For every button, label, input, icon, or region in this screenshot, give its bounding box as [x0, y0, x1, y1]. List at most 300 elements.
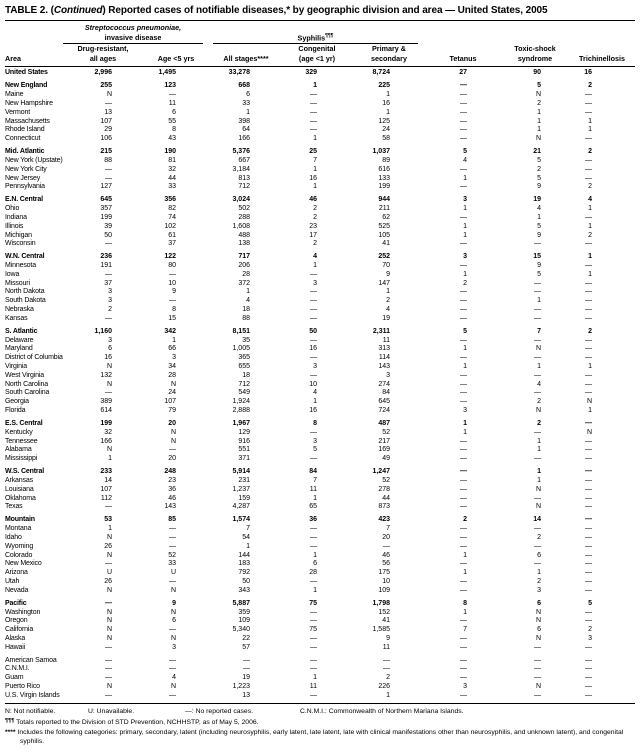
value-cell: 20	[168, 455, 176, 463]
value-cell: 3	[463, 683, 467, 691]
value-cell: —	[105, 99, 112, 107]
value-cell: —	[534, 560, 541, 568]
group-header-row-2	[5, 32, 635, 44]
value-cell: 1	[313, 551, 317, 559]
value-cell: —	[105, 314, 112, 322]
area-cell: Puerto Rico	[5, 683, 40, 691]
value-cell: N	[106, 446, 112, 454]
value-cell: U	[170, 569, 176, 577]
value-cell: 127	[100, 183, 112, 191]
value-cell: —	[460, 183, 467, 191]
value-cell: 143	[378, 363, 390, 371]
area-cell: New York City	[5, 165, 47, 173]
value-cell: 1	[537, 446, 541, 454]
value-cell: 16	[309, 345, 317, 353]
syphilis-label: Syphilis	[297, 33, 326, 43]
value-cell: 109	[238, 617, 250, 625]
value-cell: 166	[100, 437, 112, 445]
value-cell: 13	[242, 691, 250, 699]
value-cell: 43	[168, 135, 176, 143]
col-header-tetanus: Tetanus	[449, 54, 477, 64]
value-cell: —	[169, 577, 176, 585]
value-cell: —	[310, 691, 317, 699]
value-cell: N	[586, 428, 592, 436]
value-cell: 371	[238, 455, 250, 463]
value-cell: —	[534, 336, 541, 344]
value-cell: —	[585, 569, 592, 577]
area-cell: Pennsylvania	[5, 183, 45, 191]
value-cell: —	[460, 135, 467, 143]
value-cell: 49	[382, 455, 390, 463]
value-cell: —	[310, 108, 317, 116]
value-cell: —	[534, 389, 541, 397]
value-cell: 35	[242, 336, 250, 344]
value-cell: —	[169, 542, 176, 550]
title-prefix: TABLE 2. (	[5, 5, 54, 16]
value-cell: 1	[172, 336, 176, 344]
area-cell: W.S. Central	[5, 468, 45, 476]
value-cell: —	[310, 91, 317, 99]
value-cell: —	[585, 503, 592, 511]
value-cell: —	[310, 525, 317, 533]
value-cell: —	[460, 476, 467, 484]
value-cell: —	[534, 455, 541, 463]
value-cell: —	[460, 288, 467, 296]
value-cell: 106	[100, 135, 112, 143]
value-cell: N	[535, 617, 541, 625]
value-cell: —	[585, 525, 592, 533]
value-cell: 2	[588, 148, 592, 156]
area-cell: Texas	[5, 503, 23, 511]
area-cell: Delaware	[5, 336, 34, 344]
value-cell: 1	[463, 608, 467, 616]
value-cell: 667	[238, 156, 250, 164]
value-cell: 225	[378, 82, 390, 90]
table-row	[5, 262, 635, 271]
value-cell: 24	[168, 389, 176, 397]
table-row	[5, 468, 635, 477]
value-cell: —	[310, 126, 317, 134]
value-cell: —	[310, 643, 317, 651]
area-cell: Montana	[5, 525, 32, 533]
area-cell: C.N.M.I.	[5, 665, 30, 673]
value-cell: 29	[104, 126, 112, 134]
value-cell: —	[585, 156, 592, 164]
value-cell: 1,608	[232, 222, 250, 230]
value-cell: —	[169, 297, 176, 305]
value-cell: 6	[313, 560, 317, 568]
value-cell: —	[585, 297, 592, 305]
value-cell: —	[460, 586, 467, 594]
value-cell: 84	[382, 389, 390, 397]
value-cell: 1	[246, 108, 250, 116]
area-cell: Virginia	[5, 363, 28, 371]
value-cell: —	[310, 455, 317, 463]
value-cell: —	[460, 297, 467, 305]
group-header-row-1	[5, 23, 635, 32]
area-cell: North Dakota	[5, 288, 45, 296]
table-row	[5, 69, 635, 78]
value-cell: 191	[100, 262, 112, 270]
table-row	[5, 381, 635, 390]
area-cell: Wyoming	[5, 542, 34, 550]
value-cell: 13	[104, 108, 112, 116]
value-cell: N	[535, 345, 541, 353]
value-cell: N	[535, 683, 541, 691]
value-cell: 88	[242, 314, 250, 322]
value-cell: 62	[382, 213, 390, 221]
area-cell: South Dakota	[5, 297, 46, 305]
value-cell: —	[585, 643, 592, 651]
value-cell: —	[585, 389, 592, 397]
value-cell: 423	[378, 516, 390, 524]
value-cell: 14	[533, 516, 541, 524]
value-cell: —	[585, 577, 592, 585]
area-cell: Georgia	[5, 398, 29, 406]
value-cell: 398	[238, 117, 250, 125]
value-cell: 1	[386, 108, 390, 116]
value-cell: 23	[168, 476, 176, 484]
value-cell: 4	[313, 389, 317, 397]
value-cell: 329	[305, 69, 317, 77]
value-cell: —	[460, 117, 467, 125]
value-cell: 655	[238, 363, 250, 371]
value-cell: 107	[100, 485, 112, 493]
value-cell: 1	[463, 363, 467, 371]
value-cell: 8,151	[232, 327, 250, 335]
value-cell: 107	[164, 398, 176, 406]
area-cell: Mountain	[5, 516, 35, 524]
value-cell: —	[460, 306, 467, 314]
value-cell: 90	[533, 69, 541, 77]
table-row	[5, 389, 635, 398]
value-cell: 10	[168, 279, 176, 287]
value-cell: 7	[537, 327, 541, 335]
value-cell: 169	[378, 446, 390, 454]
value-cell: —	[585, 617, 592, 625]
footnote-syphilis-totals	[5, 717, 633, 728]
value-cell: 1	[463, 270, 467, 278]
table-row	[5, 166, 635, 175]
col-header-age-lt1: (age <1 yr)	[298, 54, 336, 64]
value-cell: 28	[242, 270, 250, 278]
value-cell: 46	[382, 551, 390, 559]
value-cell: —	[534, 240, 541, 248]
value-cell: 159	[238, 494, 250, 502]
value-cell: 1	[313, 494, 317, 502]
value-cell: —	[585, 420, 592, 427]
value-cell: 2,311	[372, 327, 390, 335]
value-cell: 1	[537, 213, 541, 221]
value-cell: N	[170, 586, 176, 594]
value-cell: —	[460, 354, 467, 362]
value-cell: —	[534, 371, 541, 379]
value-cell: N	[535, 407, 541, 415]
value-cell: —	[310, 617, 317, 625]
value-cell: —	[460, 82, 467, 90]
value-cell: 6	[108, 345, 112, 353]
table-row	[5, 578, 635, 587]
value-cell: 3	[313, 437, 317, 445]
value-cell: —	[169, 533, 176, 541]
area-cell: District of Columbia	[5, 354, 63, 362]
value-cell: —	[585, 586, 592, 594]
value-cell: 16	[104, 354, 112, 362]
value-cell: —	[310, 297, 317, 305]
value-cell: —	[460, 542, 467, 550]
value-cell: —	[460, 240, 467, 248]
value-cell: N	[535, 608, 541, 616]
value-cell: —	[585, 345, 592, 353]
value-cell: —	[105, 240, 112, 248]
value-cell: 525	[378, 222, 390, 230]
value-cell: 20	[168, 420, 176, 427]
value-cell: —	[310, 634, 317, 642]
value-cell: —	[169, 656, 176, 664]
value-cell: N	[106, 626, 112, 634]
value-cell: 2	[537, 577, 541, 585]
value-cell: 5,340	[232, 626, 250, 634]
value-cell: 25	[309, 148, 317, 156]
value-cell: —	[105, 560, 112, 568]
value-cell: 2	[313, 240, 317, 248]
area-cell: Kansas	[5, 314, 28, 322]
area-cell: Wisconsin	[5, 240, 36, 248]
value-cell: —	[310, 354, 317, 362]
table-row	[5, 82, 635, 91]
value-cell: 217	[378, 437, 390, 445]
value-cell: 9	[537, 262, 541, 270]
area-cell: Colorado	[5, 551, 33, 559]
col-header-row-2	[5, 54, 635, 67]
value-cell: 1	[108, 525, 112, 533]
value-cell: 2	[537, 165, 541, 173]
value-cell: —	[460, 674, 467, 682]
area-cell: U.S. Virgin Islands	[5, 691, 60, 699]
value-cell: —	[585, 494, 592, 502]
area-cell: Michigan	[5, 231, 32, 239]
value-cell: 1	[463, 551, 467, 559]
value-cell: —	[310, 288, 317, 296]
value-cell: —	[585, 468, 592, 476]
table-row	[5, 328, 635, 337]
value-cell: —	[585, 306, 592, 314]
value-cell: 105	[378, 231, 390, 239]
value-cell: 916	[238, 437, 250, 445]
table-bottom-rule	[5, 703, 635, 704]
value-cell: 75	[309, 599, 317, 607]
value-cell: 1	[463, 205, 467, 213]
value-cell: 50	[242, 577, 250, 585]
table-row	[5, 516, 635, 525]
table-row	[5, 148, 635, 157]
value-cell: 9	[537, 183, 541, 191]
value-cell: 1	[313, 586, 317, 594]
table-row	[5, 223, 635, 232]
value-cell: —	[310, 656, 317, 664]
value-cell: 1	[386, 288, 390, 296]
value-cell: —	[460, 468, 467, 476]
value-cell: —	[169, 270, 176, 278]
value-cell: 3	[463, 253, 467, 261]
value-cell: 1	[313, 183, 317, 191]
value-cell: —	[460, 691, 467, 699]
table-row	[5, 196, 635, 205]
value-cell: —	[105, 270, 112, 278]
value-cell: 26	[104, 577, 112, 585]
value-cell: —	[105, 656, 112, 664]
value-cell: 5,887	[232, 599, 250, 607]
value-cell: 75	[309, 626, 317, 634]
table-row	[5, 455, 635, 464]
legend-unavailable: U: Unavailable.	[88, 707, 135, 715]
value-cell: 33	[168, 183, 176, 191]
value-cell: —	[243, 665, 250, 673]
value-cell: N	[535, 485, 541, 493]
value-cell: —	[460, 503, 467, 511]
value-cell: 15	[168, 314, 176, 322]
value-cell: 143	[164, 503, 176, 511]
value-cell: —	[585, 674, 592, 682]
value-cell: —	[585, 691, 592, 699]
value-cell: —	[585, 533, 592, 541]
value-cell: —	[243, 656, 250, 664]
value-cell: 5	[588, 599, 592, 607]
value-cell: 252	[378, 253, 390, 261]
value-cell: 28	[168, 371, 176, 379]
value-cell: 2	[588, 327, 592, 335]
value-cell: 502	[238, 205, 250, 213]
value-cell: 132	[100, 371, 112, 379]
value-cell: —	[460, 437, 467, 445]
area-cell: Alaska	[5, 634, 26, 642]
value-cell: 14	[104, 476, 112, 484]
value-cell: 813	[238, 174, 250, 182]
value-cell: 19	[533, 196, 541, 204]
table-row	[5, 683, 635, 692]
value-cell: 1	[537, 117, 541, 125]
value-cell: 1	[246, 542, 250, 550]
table-row	[5, 109, 635, 118]
value-cell: 4	[386, 306, 390, 314]
value-cell: 1	[313, 262, 317, 270]
value-cell: 50	[309, 327, 317, 335]
value-cell: 41	[382, 240, 390, 248]
area-cell: Ohio	[5, 205, 20, 213]
value-cell: —	[310, 371, 317, 379]
value-cell: 21	[533, 148, 541, 156]
value-cell: —	[460, 485, 467, 493]
value-cell: 2	[463, 516, 467, 524]
value-cell: 211	[378, 205, 390, 213]
value-cell: 226	[378, 683, 390, 691]
area-cell: Vermont	[5, 108, 31, 116]
value-cell: 4	[537, 205, 541, 213]
value-cell: 2	[537, 99, 541, 107]
table-row	[5, 297, 635, 306]
value-cell: 3	[108, 336, 112, 344]
value-cell: —	[585, 240, 592, 248]
value-cell: N	[170, 380, 176, 388]
col-header-primary: Primary &	[372, 44, 406, 54]
value-cell: —	[310, 665, 317, 673]
value-cell: 58	[382, 135, 390, 143]
value-cell: —	[585, 437, 592, 445]
table-row	[5, 665, 635, 674]
syphilis-footnote-marker: ¶¶¶	[325, 33, 334, 39]
value-cell: —	[383, 665, 390, 673]
value-cell: 33	[242, 99, 250, 107]
value-cell: 2	[313, 205, 317, 213]
value-cell: 80	[168, 262, 176, 270]
value-cell: 24	[382, 126, 390, 134]
value-cell: 2	[537, 398, 541, 406]
value-cell: 1	[246, 288, 250, 296]
value-cell: 487	[378, 420, 390, 427]
value-cell: 5	[463, 327, 467, 335]
table-row	[5, 446, 635, 455]
value-cell: 23	[309, 222, 317, 230]
value-cell: —	[585, 371, 592, 379]
value-cell: 3	[463, 407, 467, 415]
value-cell: 122	[164, 253, 176, 261]
value-cell: 55	[168, 117, 176, 125]
value-cell: 1	[386, 691, 390, 699]
table-row	[5, 118, 635, 127]
table-row	[5, 126, 635, 135]
table-row	[5, 552, 635, 561]
value-cell: 112	[100, 494, 112, 502]
value-cell: 8	[313, 420, 317, 427]
value-cell: —	[310, 608, 317, 616]
value-cell: 2	[588, 231, 592, 239]
value-cell: 85	[168, 516, 176, 524]
value-cell: 2	[386, 297, 390, 305]
area-cell: Guam	[5, 674, 24, 682]
value-cell: —	[105, 503, 112, 511]
value-cell: 9	[172, 288, 176, 296]
value-cell: 1	[313, 674, 317, 682]
value-cell: 3	[108, 297, 112, 305]
value-cell: 32	[168, 165, 176, 173]
table-body	[5, 69, 635, 700]
value-cell: —	[460, 262, 467, 270]
value-cell: 50	[104, 231, 112, 239]
col-header-drug-resistant: Drug-resistant,	[77, 44, 129, 54]
value-cell: N	[106, 363, 112, 371]
value-cell: 1,005	[232, 345, 250, 353]
group-header-strep-line2: invasive disease	[63, 33, 203, 44]
value-cell: 11	[168, 99, 176, 107]
value-cell: —	[585, 262, 592, 270]
area-cell: Oregon	[5, 617, 28, 625]
area-cell: Oklahoma	[5, 494, 36, 502]
value-cell: —	[534, 494, 541, 502]
value-cell: 357	[100, 205, 112, 213]
value-cell: 2	[386, 674, 390, 682]
value-cell: N	[170, 634, 176, 642]
value-cell: 3	[313, 279, 317, 287]
value-cell: —	[585, 446, 592, 454]
table-row	[5, 271, 635, 280]
value-cell: 1	[537, 297, 541, 305]
col-header-row-1	[5, 44, 635, 54]
title-rest: ) Reported cases of notifiable diseases,* by geographic division and area — United States, 2005	[102, 5, 548, 16]
value-cell: 190	[164, 148, 176, 156]
table-row	[5, 214, 635, 223]
value-cell: 16	[584, 69, 592, 77]
value-cell: N	[106, 380, 112, 388]
